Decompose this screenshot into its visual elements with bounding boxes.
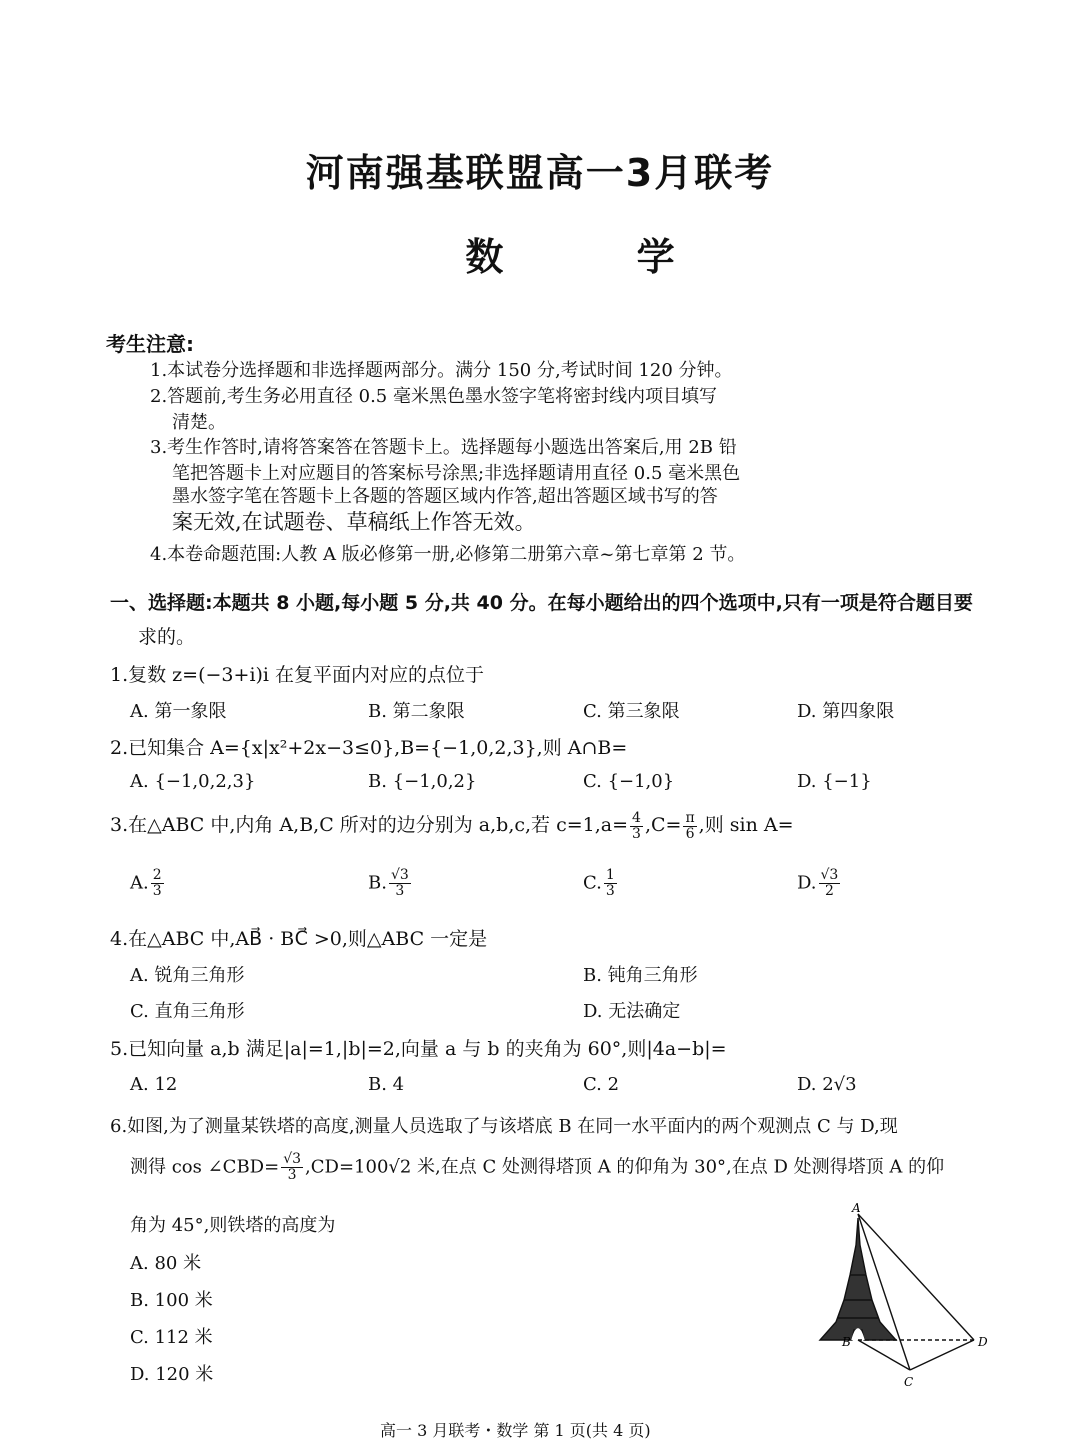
q4-option-d: D. 无法确定 <box>583 1001 681 1022</box>
q3-option-d <box>797 868 842 899</box>
q3-option-d-label: D. <box>797 872 817 894</box>
q1-option-b: B. 第二象限 <box>368 701 465 722</box>
q3-option-d-frac <box>819 868 841 899</box>
q3-option-b-den: 3 <box>395 883 405 899</box>
question-6-line-1: 6.如图,为了测量某铁塔的高度,测量人员选取了与该塔底 B 在同一水平面内的两个观测点 C 与 D,现 <box>110 1116 898 1137</box>
q3-option-c-frac <box>604 868 617 899</box>
q3-option-b-frac <box>389 868 411 899</box>
subject-title: 数 学 <box>465 235 735 279</box>
q6-option-c: C. 112 米 <box>130 1327 213 1348</box>
notice-item-3: 3.考生作答时,请将答案答在答题卡上。选择题每小题选出答案后,用 2B 铅 <box>150 437 737 458</box>
q3-option-b <box>368 868 413 899</box>
q3-frac-c <box>683 811 696 842</box>
q3-option-c <box>583 868 619 899</box>
q6-cos-num: √3 <box>283 1151 302 1167</box>
q6-line2-part-a: 测得 cos ∠CBD= <box>130 1156 280 1178</box>
figure-label-b: B <box>842 1335 851 1349</box>
q3-frac-a-den: 3 <box>632 825 641 842</box>
q3-frac-a <box>630 811 643 842</box>
q3-option-d-den: 2 <box>824 883 834 899</box>
q3-option-d-num: √3 <box>820 867 839 883</box>
figure-label-d: D <box>978 1335 988 1349</box>
section-heading: 一、选择题:本题共 8 小题,每小题 5 分,共 40 分。在每小题给出的四个选项中,只有一项是符合题目要 <box>110 592 973 614</box>
notice-item-4: 4.本卷命题范围:人教 A 版必修第一册,必修第二册第六章~第七章第 2 节。 <box>150 544 746 565</box>
notice-heading: 考生注意: <box>106 332 194 356</box>
q6-option-a: A. 80 米 <box>130 1253 202 1274</box>
q2-option-a: A. {−1,0,2,3} <box>130 771 256 792</box>
q2-option-c: C. {−1,0} <box>583 771 675 792</box>
q3-option-c-den: 3 <box>605 883 615 899</box>
q5-option-d: D. 2√3 <box>797 1074 857 1095</box>
q3-option-a-den: 3 <box>152 883 162 899</box>
q3-option-a <box>130 868 166 899</box>
question-4-stem: 4.在△ABC 中,AB⃗ · BC⃗ >0,则△ABC 一定是 <box>110 928 488 950</box>
q1-option-c: C. 第三象限 <box>583 701 680 722</box>
q3-frac-c-den: 6 <box>685 825 695 842</box>
q3-option-c-label: C. <box>583 872 602 894</box>
notice-item-2-cont: 清楚。 <box>172 412 226 433</box>
q3-stem-part-a: 3.在△ABC 中,内角 A,B,C 所对的边分别为 a,b,c,若 c=1,a= <box>110 814 629 836</box>
q3-option-a-num: 2 <box>152 867 162 883</box>
question-6-line-2 <box>130 1152 944 1183</box>
q6-cos-den: 3 <box>287 1167 297 1183</box>
notice-item-3-cont2: 墨水签字笔在答题卡上各题的答题区域内作答,超出答题区域书写的答 <box>172 486 718 507</box>
q1-option-d: D. 第四象限 <box>797 701 895 722</box>
question-1-stem: 1.复数 z=(−3+i)i 在复平面内对应的点位于 <box>110 664 485 686</box>
figure-label-c: C <box>904 1375 914 1389</box>
notice-item-1: 1.本试卷分选择题和非选择题两部分。满分 150 分,考试时间 120 分钟。 <box>150 360 733 381</box>
section-heading-cont: 求的。 <box>138 626 196 648</box>
q6-cos-frac <box>281 1152 303 1183</box>
question-5-stem: 5.已知向量 a,b 满足|a|=1,|b|=2,向量 a 与 b 的夹角为 60°,则|4a−b|= <box>110 1038 727 1060</box>
q3-option-a-frac <box>151 868 164 899</box>
q4-option-c: C. 直角三角形 <box>130 1001 245 1022</box>
q3-frac-c-num: π <box>685 809 695 826</box>
q4-option-b: B. 钝角三角形 <box>583 965 698 986</box>
q5-option-c: C. 2 <box>583 1074 620 1095</box>
tower-figure <box>800 1200 1000 1390</box>
q3-option-b-label: B. <box>368 872 387 894</box>
q3-stem-part-c: ,则 sin A= <box>698 814 794 836</box>
exam-title: 河南强基联盟高一3月联考 <box>305 151 775 195</box>
q3-option-a-label: A. <box>130 872 149 894</box>
q1-option-a: A. 第一象限 <box>130 701 227 722</box>
question-6-line-3: 角为 45°,则铁塔的高度为 <box>130 1215 336 1236</box>
notice-item-3-cont3: 案无效,在试题卷、草稿纸上作答无效。 <box>172 510 536 534</box>
q4-option-a: A. 锐角三角形 <box>130 965 245 986</box>
question-3-stem <box>110 810 794 842</box>
q3-option-c-num: 1 <box>605 867 615 883</box>
q6-option-b: B. 100 米 <box>130 1290 213 1311</box>
q5-option-a: A. 12 <box>130 1074 178 1095</box>
q6-line2-part-b: ,CD=100√2 米,在点 C 处测得塔顶 A 的仰角为 30°,在点 D 处测得塔顶 A 的仰 <box>305 1156 945 1178</box>
page-footer: 高一 3 月联考・数学 第 1 页(共 4 页) <box>380 1421 651 1440</box>
q3-stem-part-b: ,C= <box>644 814 682 836</box>
q6-option-d: D. 120 米 <box>130 1364 214 1385</box>
q3-frac-a-num: 4 <box>632 809 641 826</box>
q3-option-b-num: √3 <box>390 867 409 883</box>
notice-item-2: 2.答题前,考生务必用直径 0.5 毫米黑色墨水签字笔将密封线内项目填写 <box>150 386 717 407</box>
notice-item-3-cont1: 笔把答题卡上对应题目的答案标号涂黑;非选择题请用直径 0.5 毫米黑色 <box>172 463 741 484</box>
q2-option-b: B. {−1,0,2} <box>368 771 477 792</box>
q5-option-b: B. 4 <box>368 1074 405 1095</box>
question-2-stem: 2.已知集合 A={x|x²+2x−3≤0},B={−1,0,2,3},则 A∩B= <box>110 737 628 759</box>
q2-option-d: D. {−1} <box>797 771 872 792</box>
figure-label-a: A <box>852 1201 861 1215</box>
